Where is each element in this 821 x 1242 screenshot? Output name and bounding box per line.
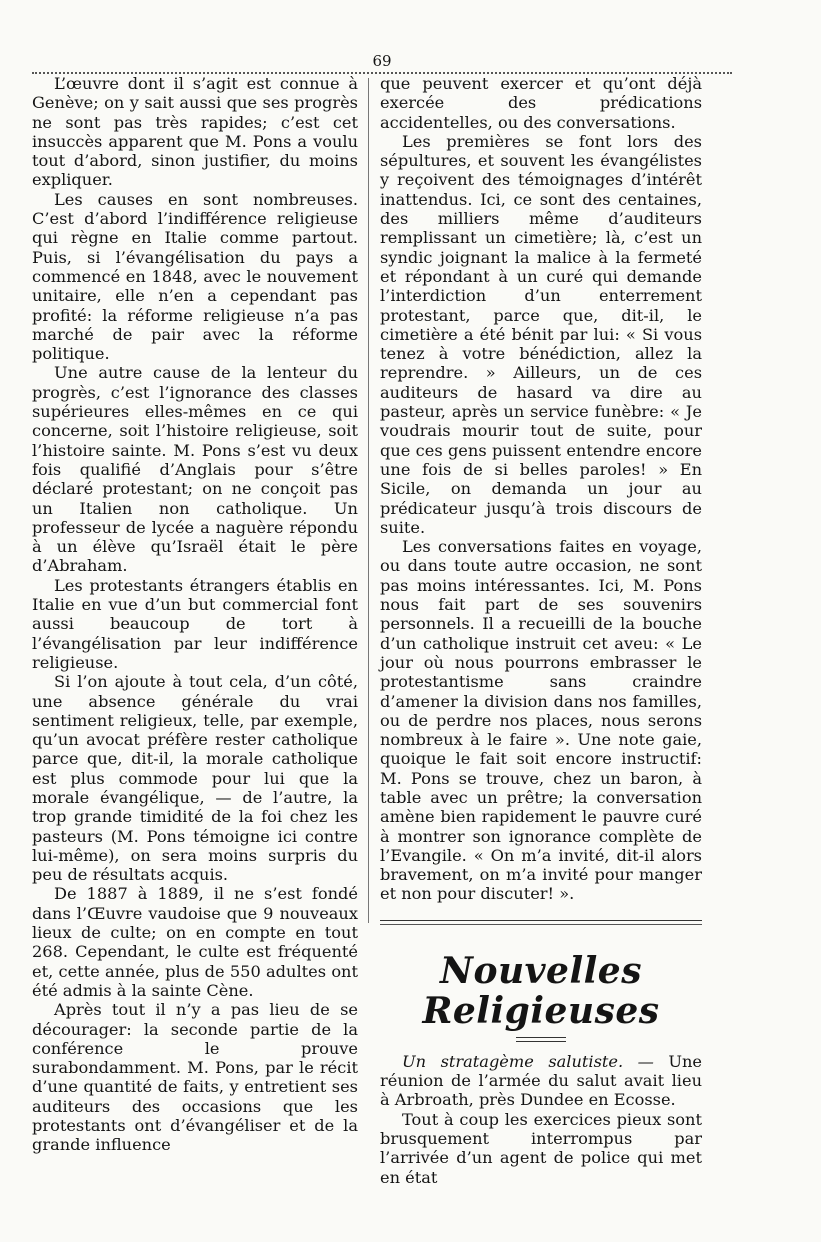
paragraph: Les protestants étrangers établis en Italie en vue d’un but commercial font aussi beaucoup de tort à l’évangélisation par leur indifférence religieuse.: [32, 575, 358, 672]
news-lead: Un stratagème salutiste. —: [402, 1051, 654, 1071]
paragraph: Les causes en sont nombreuses. C’est d’abord l’indifférence religieuse qui règne en Italie comme partout. Puis, si l’évangélisation du pays a commencé en 1848, avec le nouvement unitaire, elle n’en a cependant pas profité: la réforme religieuse n’a pas marché de pair avec la réforme politique.: [32, 189, 358, 364]
paragraph: Les conversations faites en voyage, ou dans toute autre occasion, ne sont pas moins intéressantes. Ici, M. Pons nous fait part de ses souvenirs personnels. Il a recueilli de la bouche d’un catholique instruit cet aveu: « Le jour où nous pourrons embrasser le protestantisme sans craindre d’amener la division dans nos familles, ou de perdre nos places, nous serons nombreux à le faire ». Une note gaie, quoique le fait soit encore instructif: M. Pons se trouve, chez un baron, à table avec un prêtre; la conversation amène bien rapidement le pauvre curé à montrer son ignorance complète de l’Evangile. « On m’a invité, dit-il alors bravement, on m’a invité pour manger et non pour discuter! ».: [380, 537, 702, 904]
paragraph: que peuvent exercer et qu’ont déjà exercée des prédications accidentelles, ou des conversations.: [380, 74, 702, 132]
title-ornament: [516, 1037, 566, 1042]
section-separator: [380, 920, 702, 925]
paragraph: L’œuvre dont il s’agit est connue à Genève; on y sait aussi que ses progrès ne sont pas très rapides; c’est cet insuccès apparent que M. Pons a voulu tout d’abord, sinon justifier, du moins expliquer.: [32, 74, 358, 190]
paragraph: Une autre cause de la lenteur du progrès, c’est l’ignorance des classes supérieures elles-mêmes en ce qui concerne, soit l’histoire religieuse, soit l’histoire sainte. M. Pons s’est vu deux fois qualifié d’Anglais pour s’être déclaré protestant; on ne conçoit pas un Italien non catholique. Un professeur de lycée a naguère répondu à un élève qu’Israël était le père d’Abraham.: [32, 363, 358, 576]
section-title: Nouvelles Religieuses: [422, 949, 660, 1032]
left-column: [32, 74, 358, 1155]
paragraph: Si l’on ajoute à tout cela, d’un côté, une absence générale du vrai sentiment religieux, telle, par exemple, qu’un avocat préfère rester catholique parce que, dit-il, la morale catholique est plus commode pour lui que la morale évangélique, — de l’autre, la trop grande timidité de la foi chez les pasteurs (M. Pons témoigne ici contre lui-même), on sera moins surpris du peu de résultats acquis.: [32, 672, 358, 885]
news-paragraph: [380, 1052, 702, 1110]
news-text: Une réunion de l’armée du salut avait lieu à Arbroath, près Dundee en Ecosse.: [380, 1051, 702, 1110]
page-header: [32, 52, 732, 74]
paragraph: Les premières se font lors des sépultures, et souvent les évangélistes y reçoivent des témoignages d’intérêt inattendus. Ici, ce sont des centaines, des milliers même d’auditeurs remplissant un cimetière; là, c’est un syndic joignant la malice à la fermeté et répondant à un curé qui demande l’interdiction d’un enterrement protestant, parce que, dit-il, le cimetière a été bénit par lui: « Si vous tenez à votre bénédiction, allez la reprendre. » Ailleurs, un de ces auditeurs de hasard va dire au pasteur, après un service funèbre: « Je voudrais mourir tout de suite, pour que ces gens puissent entendre encore une fois de si belles paroles! » En Sicile, on demanda un jour au prédicateur jusqu’à trois discours de suite.: [380, 131, 702, 537]
page-number: 69: [366, 52, 397, 70]
paragraph: Après tout il n’y a pas lieu de se décourager: la seconde partie de la conférence le prouve surabondamment. M. Pons, par le récit d’une quantité de faits, y entretient ses auditeurs des occasions que les protestants ont d’évangéliser et de la grande influence: [32, 1000, 358, 1155]
right-column: [380, 74, 702, 1187]
paragraph: De 1887 à 1889, il ne s’est fondé dans l’Œuvre vaudoise que 9 nouveaux lieux de culte; on en compte en tout 268. Cependant, le culte est fréquenté et, cette année, plus de 550 adultes ont été admis à la sainte Cène.: [32, 884, 358, 1000]
news-paragraph: Tout à coup les exercices pieux sont brusquement interrompus par l’arrivée d’un agent de police qui met en état: [380, 1109, 702, 1187]
column-divider: [368, 78, 369, 923]
